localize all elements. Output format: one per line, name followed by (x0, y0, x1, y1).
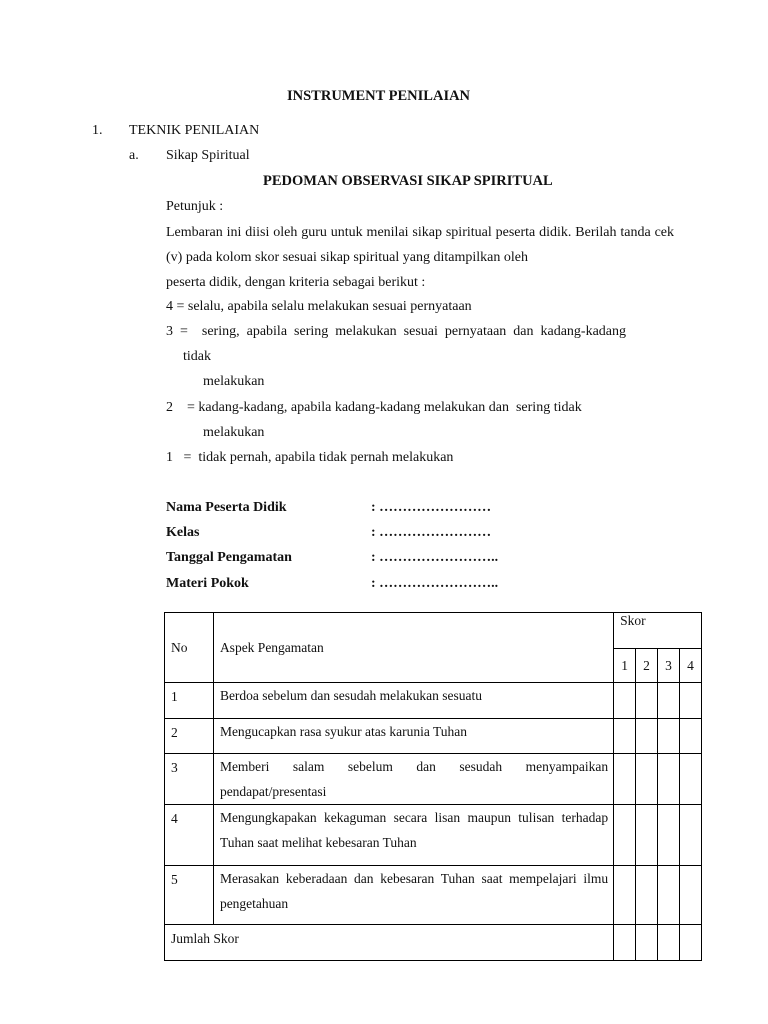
identity-label-topic: Materi Pokok (166, 576, 249, 591)
header-aspect: Aspek Pengamatan (213, 613, 613, 683)
table-row (165, 866, 702, 925)
table-total-row (165, 925, 702, 961)
criteria-3: 3 = sering, apabila sering melakukan sesuai pernyataan dan kadang-kadang (166, 324, 627, 339)
table-row (165, 683, 702, 719)
score-cell[interactable] (658, 719, 680, 754)
score-cell[interactable] (636, 683, 658, 719)
row-aspect: Mengungkapakan kekaguman secara lisan maupun tulisan terhadap Tuhan saat melihat kebesaran Tuhan (213, 805, 613, 866)
row-aspect: Memberi salam sebelum dan sesudah menyampaikan pendapat/presentasi (213, 754, 613, 805)
score-cell[interactable] (614, 719, 636, 754)
header-no: No (165, 613, 214, 683)
score-cell[interactable] (679, 754, 701, 805)
score-cell[interactable] (679, 683, 701, 719)
identity-label-date: Tanggal Pengamatan (166, 550, 292, 565)
score-cell[interactable] (658, 805, 680, 866)
instruction-text-end: peserta didik, dengan kriteria sebagai berikut : (166, 275, 426, 290)
score-cell[interactable] (658, 866, 680, 925)
observation-heading: PEDOMAN OBSERVASI SIKAP SPIRITUAL (263, 173, 553, 189)
criteria-2-cont: melakukan (203, 425, 265, 440)
total-score-cell[interactable] (636, 925, 658, 961)
table-row (165, 754, 702, 805)
score-cell[interactable] (614, 683, 636, 719)
table-row (165, 805, 702, 866)
section-title: TEKNIK PENILAIAN (129, 123, 260, 138)
score-cell[interactable] (636, 866, 658, 925)
criteria-2: 2 = kadang-kadang, apabila kadang-kadang melakukan dan sering tidak (166, 400, 582, 415)
row-no: 3 (165, 754, 214, 805)
row-aspect: Berdoa sebelum dan sesudah melakukan sesuatu (213, 683, 613, 719)
score-cell[interactable] (614, 754, 636, 805)
score-cell[interactable] (679, 719, 701, 754)
instruction-text: Lembaran ini diisi oleh guru untuk menilai sikap spiritual peserta didik. Berilah tanda cek (v) pada kolom skor sesuai sikap spiritual yang ditampilkan oleh (166, 225, 674, 265)
score-cell[interactable] (679, 866, 701, 925)
identity-value-name[interactable]: : …………………… (371, 500, 492, 515)
criteria-1: 1 = tidak pernah, apabila tidak pernah melakukan (166, 450, 454, 465)
score-header-4: 4 (679, 649, 701, 683)
identity-value-date[interactable]: : …………………….. (371, 550, 499, 565)
total-label: Jumlah Skor (165, 925, 614, 961)
identity-label-class: Kelas (166, 525, 200, 540)
identity-value-class[interactable]: : …………………… (371, 525, 492, 540)
score-cell[interactable] (679, 805, 701, 866)
instruction-paragraph (166, 220, 674, 295)
score-cell[interactable] (636, 754, 658, 805)
criteria-4: 4 = selalu, apabila selalu melakukan sesuai pernyataan (166, 299, 472, 314)
petunjuk-label: Petunjuk : (166, 199, 224, 214)
total-score-cell[interactable] (614, 925, 636, 961)
header-score: Skor (614, 613, 702, 649)
score-cell[interactable] (614, 805, 636, 866)
score-cell[interactable] (614, 866, 636, 925)
row-aspect: Merasakan keberadaan dan kebesaran Tuhan saat mempelajari ilmu pengetahuan (213, 866, 613, 925)
subsection-number: a. (129, 148, 139, 163)
row-no: 1 (165, 683, 214, 719)
score-cell[interactable] (636, 805, 658, 866)
subsection-title: Sikap Spiritual (166, 148, 250, 163)
table-row (165, 719, 702, 754)
score-cell[interactable] (636, 719, 658, 754)
total-score-cell[interactable] (679, 925, 701, 961)
row-no: 5 (165, 866, 214, 925)
score-header-2: 2 (636, 649, 658, 683)
score-header-1: 1 (614, 649, 636, 683)
score-cell[interactable] (658, 754, 680, 805)
table-header-row (165, 613, 702, 649)
total-score-cell[interactable] (658, 925, 680, 961)
row-no: 2 (165, 719, 214, 754)
criteria-3-cont2: melakukan (203, 374, 265, 389)
page-title: INSTRUMENT PENILAIAN (287, 88, 471, 104)
identity-value-topic[interactable]: : …………………….. (371, 576, 499, 591)
criteria-3-cont: tidak (183, 349, 211, 364)
row-aspect: Mengucapkan rasa syukur atas karunia Tuhan (213, 719, 613, 754)
row-no: 4 (165, 805, 214, 866)
observation-table (164, 612, 702, 961)
score-header-3: 3 (658, 649, 680, 683)
identity-label-name: Nama Peserta Didik (166, 500, 287, 515)
section-number: 1. (92, 123, 103, 138)
score-cell[interactable] (658, 683, 680, 719)
